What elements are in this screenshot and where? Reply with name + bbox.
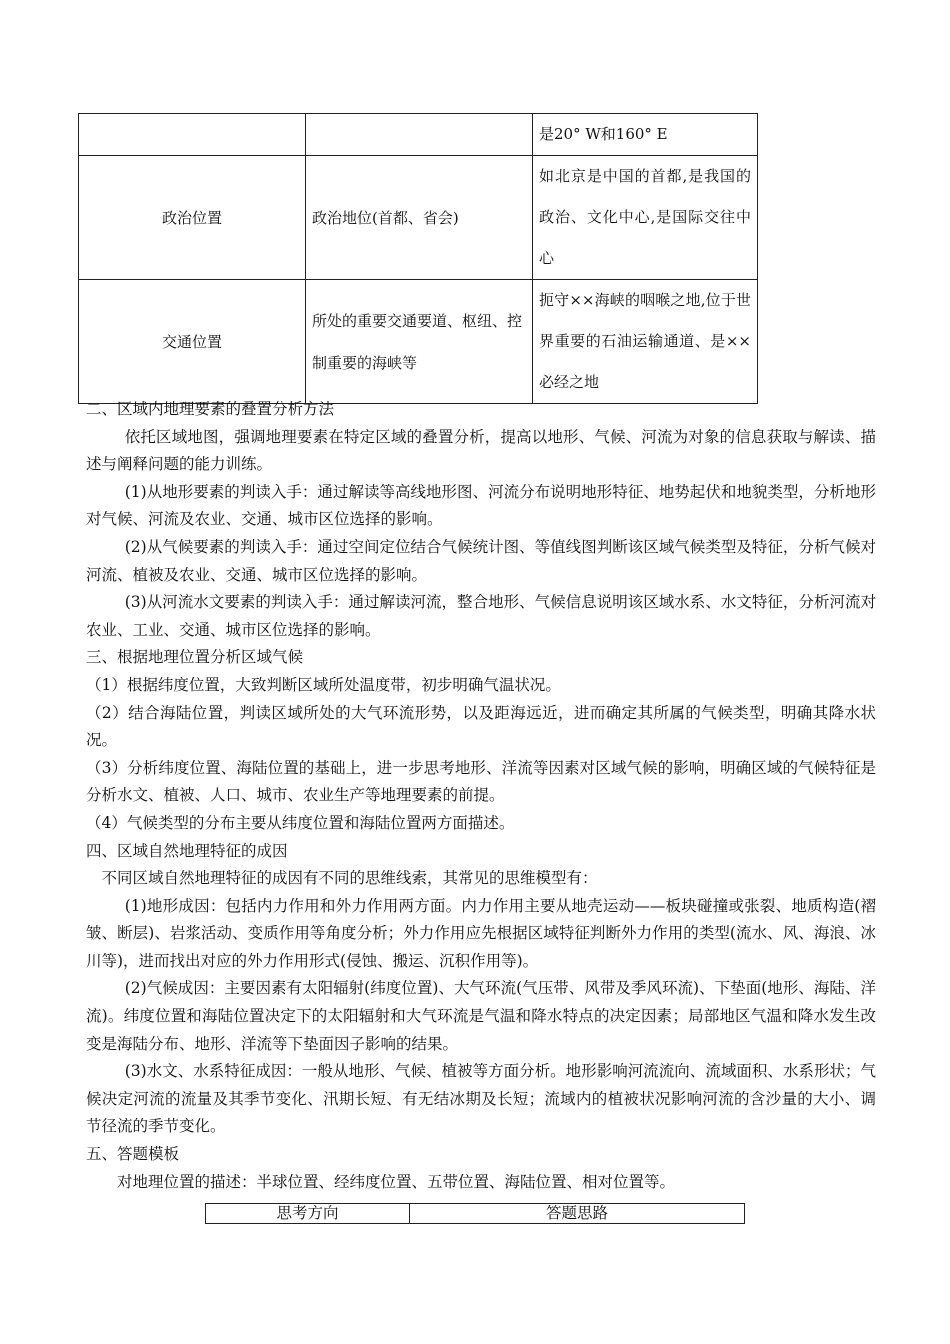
table-cell: 政治地位(首都、省会) [306,156,533,280]
paragraph: (2)气候成因：主要因素有太阳辐射(纬度位置)、大气环流(气压带、风带及季风环流)、下垫面(地形、海陆、洋流)。纬度位置和海陆位置决定下的太阳辐射和大气环流是气温和降水特点的决定因素；局部地区气温和降水发生改变是海陆分布、地形、洋流等下垫面因子影响的结果。 [86,979,876,1053]
paragraph: （1）根据纬度位置，大致判断区域所处温度带，初步明确气温状况。 [86,675,561,694]
paragraph: (2)从气候要素的判读入手：通过空间定位结合气候统计图、等值线图判断该区域气候类型及特征，分析气候对河流、植被及农业、交通、城市区位选择的影响。 [86,537,876,584]
table-cell: 政治位置 [79,156,306,280]
table-cell: 交通位置 [79,280,306,404]
paragraph: （2）结合海陆位置，判读区域所处的大气环流形势，以及距海远近，进而确定其所属的气候类型，明确其降水状况。 [86,703,876,750]
table-row [79,280,758,404]
section-heading: 二、区域内地理要素的叠置分析方法 [86,400,335,418]
section-heading: 五、答题模板 [86,1145,180,1164]
paragraph: 依托区域地图，强调地理要素在特定区域的叠置分析，提高以地形、气候、河流为对象的信息获取与解读、描述与阐释问题的能力训练。 [86,427,876,474]
location-table [78,113,758,404]
table-header-row [206,1204,745,1224]
answer-template-table [205,1203,745,1224]
table-cell [306,114,533,156]
paragraph: 对地理位置的描述：半球位置、经纬度位置、五带位置、海陆位置、相对位置等。 [117,1172,676,1191]
table-header-cell: 答题思路 [410,1204,745,1224]
paragraph: (3)从河流水文要素的判读入手：通过解读河流，整合地形、气候信息说明该区域水系、水文特征，分析河流对农业、工业、交通、城市区位选择的影响。 [86,593,876,639]
table-cell: 如北京是中国的首都,是我国的政治、文化中心,是国际交往中心 [533,156,758,280]
table-cell: 是20° W和160° E [533,114,758,156]
section-heading: 三、根据地理位置分析区域气候 [86,648,304,667]
paragraph: (1)从地形要素的判读入手：通过解读等高线地形图、河流分布说明地形特征、地势起伏和地貌类型，分析地形对气候、河流及农业、交通、城市区位选择的影响。 [86,482,876,529]
table-row [79,114,758,156]
section-heading: 四、区域自然地理特征的成因 [86,841,288,860]
paragraph: （4）气候类型的分布主要从纬度位置和海陆位置两方面描述。 [86,813,515,832]
paragraph: （3）分析纬度位置、海陆位置的基础上，进一步思考地形、洋流等因素对区域气候的影响，明确区域的气候特征是分析水文、植被、人口、城市、农业生产等地理要素的前提。 [86,758,876,805]
table-cell: 所处的重要交通要道、枢纽、控制重要的海峡等 [306,280,533,404]
paragraph: (1)地形成因：包括内力作用和外力作用两方面。内力作用主要从地壳运动——板块碰撞或张裂、地质构造(褶皱、断层)、岩浆活动、变质作用等角度分析；外力作用应先根据区域特征判断外力作用的类型(流水、风、海浪、冰川等)，进而找出对应的外力作用形式(侵蚀、搬运、沉积作用等)。 [86,896,876,970]
body-text [86,396,876,1196]
table-header-cell: 思考方向 [206,1204,410,1224]
table-cell [79,114,306,156]
paragraph: (3)水文、水系特征成因：一般从地形、气候、植被等方面分析。地形影响河流流向、流域面积、水系形状；气候决定河流的流量及其季节变化、汛期长短、有无结冰期及长短；流域内的植被状况影响河流的含沙量的大小、调节径流的季节变化。 [86,1062,876,1136]
table-cell: 扼守××海峡的咽喉之地,位于世界重要的石油运输通道、是××必经之地 [533,280,758,404]
paragraph: 不同区域自然地理特征的成因有不同的思维线索，其常见的思维模型有： [101,869,598,888]
table-row [79,156,758,280]
